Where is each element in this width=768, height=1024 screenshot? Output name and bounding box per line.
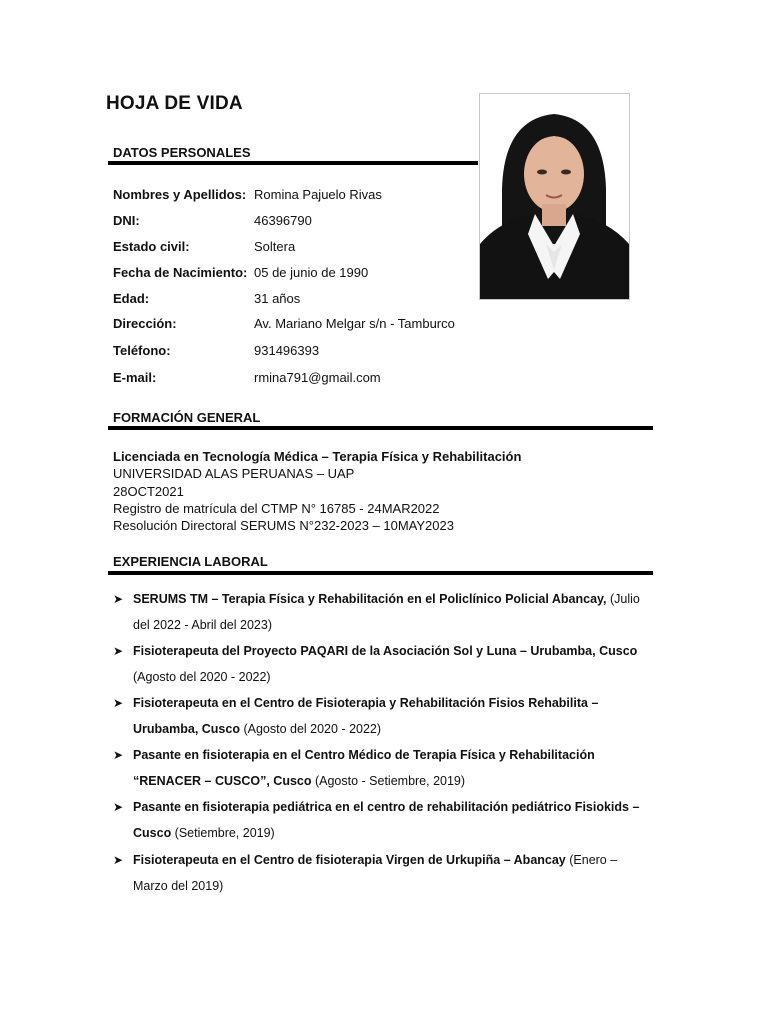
field-value: Soltera [254,239,296,254]
section-divider [108,571,653,575]
field-value: 31 años [254,291,301,306]
field-label: DNI: [113,213,140,228]
experience-role: Fisioterapeuta del Proyecto PAQARI de la Asociación Sol y Luna – Urubamba, Cusco [133,644,638,658]
experience-role: SERUMS TM – Terapia Física y Rehabilitación en el Policlínico Policial Abancay, [133,592,607,606]
section-divider [108,426,653,430]
field-value: Av. Mariano Melgar s/n - Tamburco [254,316,455,331]
arrow-bullet-icon: ➤ [113,853,124,867]
section-heading-formacion: FORMACIÓN GENERAL [113,410,261,425]
experience-item [113,638,643,690]
experience-role: Fisioterapeuta en el Centro de fisioterapia Virgen de Urkupiña – Abancay [133,853,566,867]
experience-item [113,794,643,846]
experience-item [113,847,643,899]
experience-period: (Enero – Marzo del 2019) [133,853,618,893]
experience-period: (Agosto - Setiembre, 2019) [311,774,466,788]
field-label: Estado civil: [113,239,190,254]
experience-item [113,690,643,742]
field-label: Edad: [113,291,150,306]
graduation-date: 28OCT2021 [113,484,184,499]
field-value: 05 de junio de 1990 [254,265,369,280]
field-value: Romina Pajuelo Rivas [254,187,382,202]
field-label: Nombres y Apellidos: [113,187,247,202]
email-value: rmina791@gmail.com [254,370,381,385]
personal-data-row [113,265,473,280]
section-heading-experiencia: EXPERIENCIA LABORAL [113,554,268,569]
personal-data-row [113,343,473,358]
resolution-line: Resolución Directoral SERUMS N°232-2023 – 10MAY2023 [113,518,454,533]
experience-item [113,742,643,794]
experience-period: (Setiembre, 2019) [171,826,275,840]
field-label: Dirección: [113,316,177,331]
field-label: Fecha de Nacimiento: [113,265,248,280]
profile-photo-image [480,94,629,299]
registration-line: Registro de matrícula del CTMP N° 16785 - 24MAR2022 [113,501,440,516]
document-title: HOJA DE VIDA [106,93,243,114]
arrow-bullet-icon: ➤ [113,800,124,814]
field-label: Teléfono: [113,343,171,358]
arrow-bullet-icon: ➤ [113,696,124,710]
arrow-bullet-icon: ➤ [113,644,124,658]
experience-role: Pasante en fisioterapia en el Centro Médico de Terapia Física y Rehabilitación “RENACER – CUSCO”, Cusco [133,748,595,788]
personal-data-row [113,316,473,331]
experience-role: Pasante en fisioterapia pediátrica en el centro de rehabilitación pediátrico Fisiokids – Cusco [133,800,640,840]
field-label: E-mail: [113,370,157,385]
personal-data-row [113,239,473,254]
arrow-bullet-icon: ➤ [113,748,124,762]
field-value: 46396790 [254,213,312,228]
field-value: 931496393 [254,343,320,358]
section-divider [108,161,478,165]
experience-period: (Agosto del 2020 - 2022) [133,670,271,684]
section-heading-datos-personales: DATOS PERSONALES [113,145,251,160]
personal-data-row [113,291,473,306]
profile-photo [479,93,630,300]
experience-item [113,586,643,638]
personal-data-row [113,213,473,228]
degree-title: Licenciada en Tecnología Médica – Terapia Física y Rehabilitación [113,449,522,464]
personal-data-row [113,187,473,202]
university-name: UNIVERSIDAD ALAS PERUANAS – UAP [113,466,355,481]
experience-period: (Julio del 2022 - Abril del 2023) [133,592,640,632]
experience-role: Fisioterapeuta en el Centro de Fisioterapia y Rehabilitación Fisios Rehabilita – Urubamba, Cusco [133,696,599,736]
arrow-bullet-icon: ➤ [113,592,124,606]
experience-period: (Agosto del 2020 - 2022) [239,722,382,736]
personal-data-row [113,370,473,385]
